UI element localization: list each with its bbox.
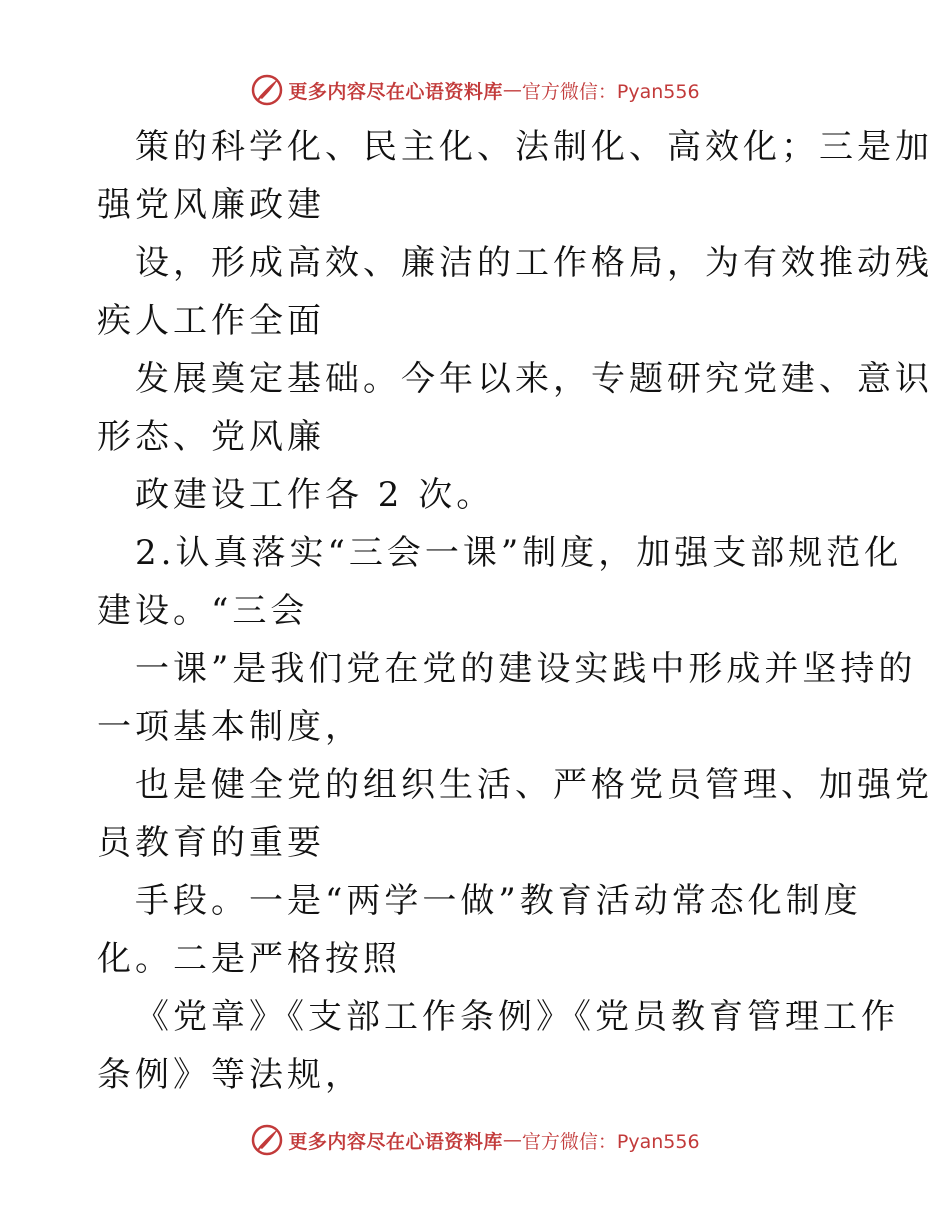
body-line: 疾人工作全面 (97, 301, 325, 341)
banner-promo-text: 更多内容尽在心语资料库 (288, 80, 503, 103)
body-line: 一项基本制度， (97, 707, 363, 747)
body-line: 发展奠定基础。今年以来，专题研究党建、意识 (135, 359, 933, 399)
body-line: 政建设工作各 2 次。 (135, 475, 495, 515)
body-line: 也是健全党的组织生活、严格党员管理、加强党 (135, 765, 933, 805)
banner-contact-text: 官方微信：Pyan556 (521, 1130, 700, 1153)
banner-separator: — (502, 79, 522, 101)
quill-logo-icon (250, 73, 284, 107)
body-line: 建设。“三会 (97, 591, 309, 631)
banner-promo-text: 更多内容尽在心语资料库 (288, 1130, 503, 1153)
body-line: 强党风廉政建 (97, 185, 325, 225)
body-line: 手段。一是“两学一做”教育活动常态化制度 (135, 881, 862, 921)
footer-banner (0, 1120, 950, 1160)
banner-contact-text: 官方微信：Pyan556 (521, 80, 700, 103)
body-line: 形态、党风廉 (97, 417, 325, 457)
body-line: 《党章》《支部工作条例》《党员教育管理工作 (135, 997, 899, 1037)
document-body (97, 118, 933, 1104)
banner-separator: — (502, 1129, 522, 1151)
body-line: 化。二是严格按照 (97, 939, 401, 979)
header-banner (0, 70, 950, 110)
body-line: 2.认真落实“三会一课”制度，加强支部规范化 (135, 533, 903, 573)
body-line: 设，形成高效、廉洁的工作格局，为有效推动残 (135, 243, 933, 283)
body-line: 条例》等法规， (97, 1055, 363, 1095)
body-line: 一课”是我们党在党的建设实践中形成并坚持的 (135, 649, 917, 689)
body-line: 员教育的重要 (97, 823, 325, 863)
quill-logo-icon (250, 1123, 284, 1157)
body-line: 策的科学化、民主化、法制化、高效化；三是加 (135, 127, 933, 167)
